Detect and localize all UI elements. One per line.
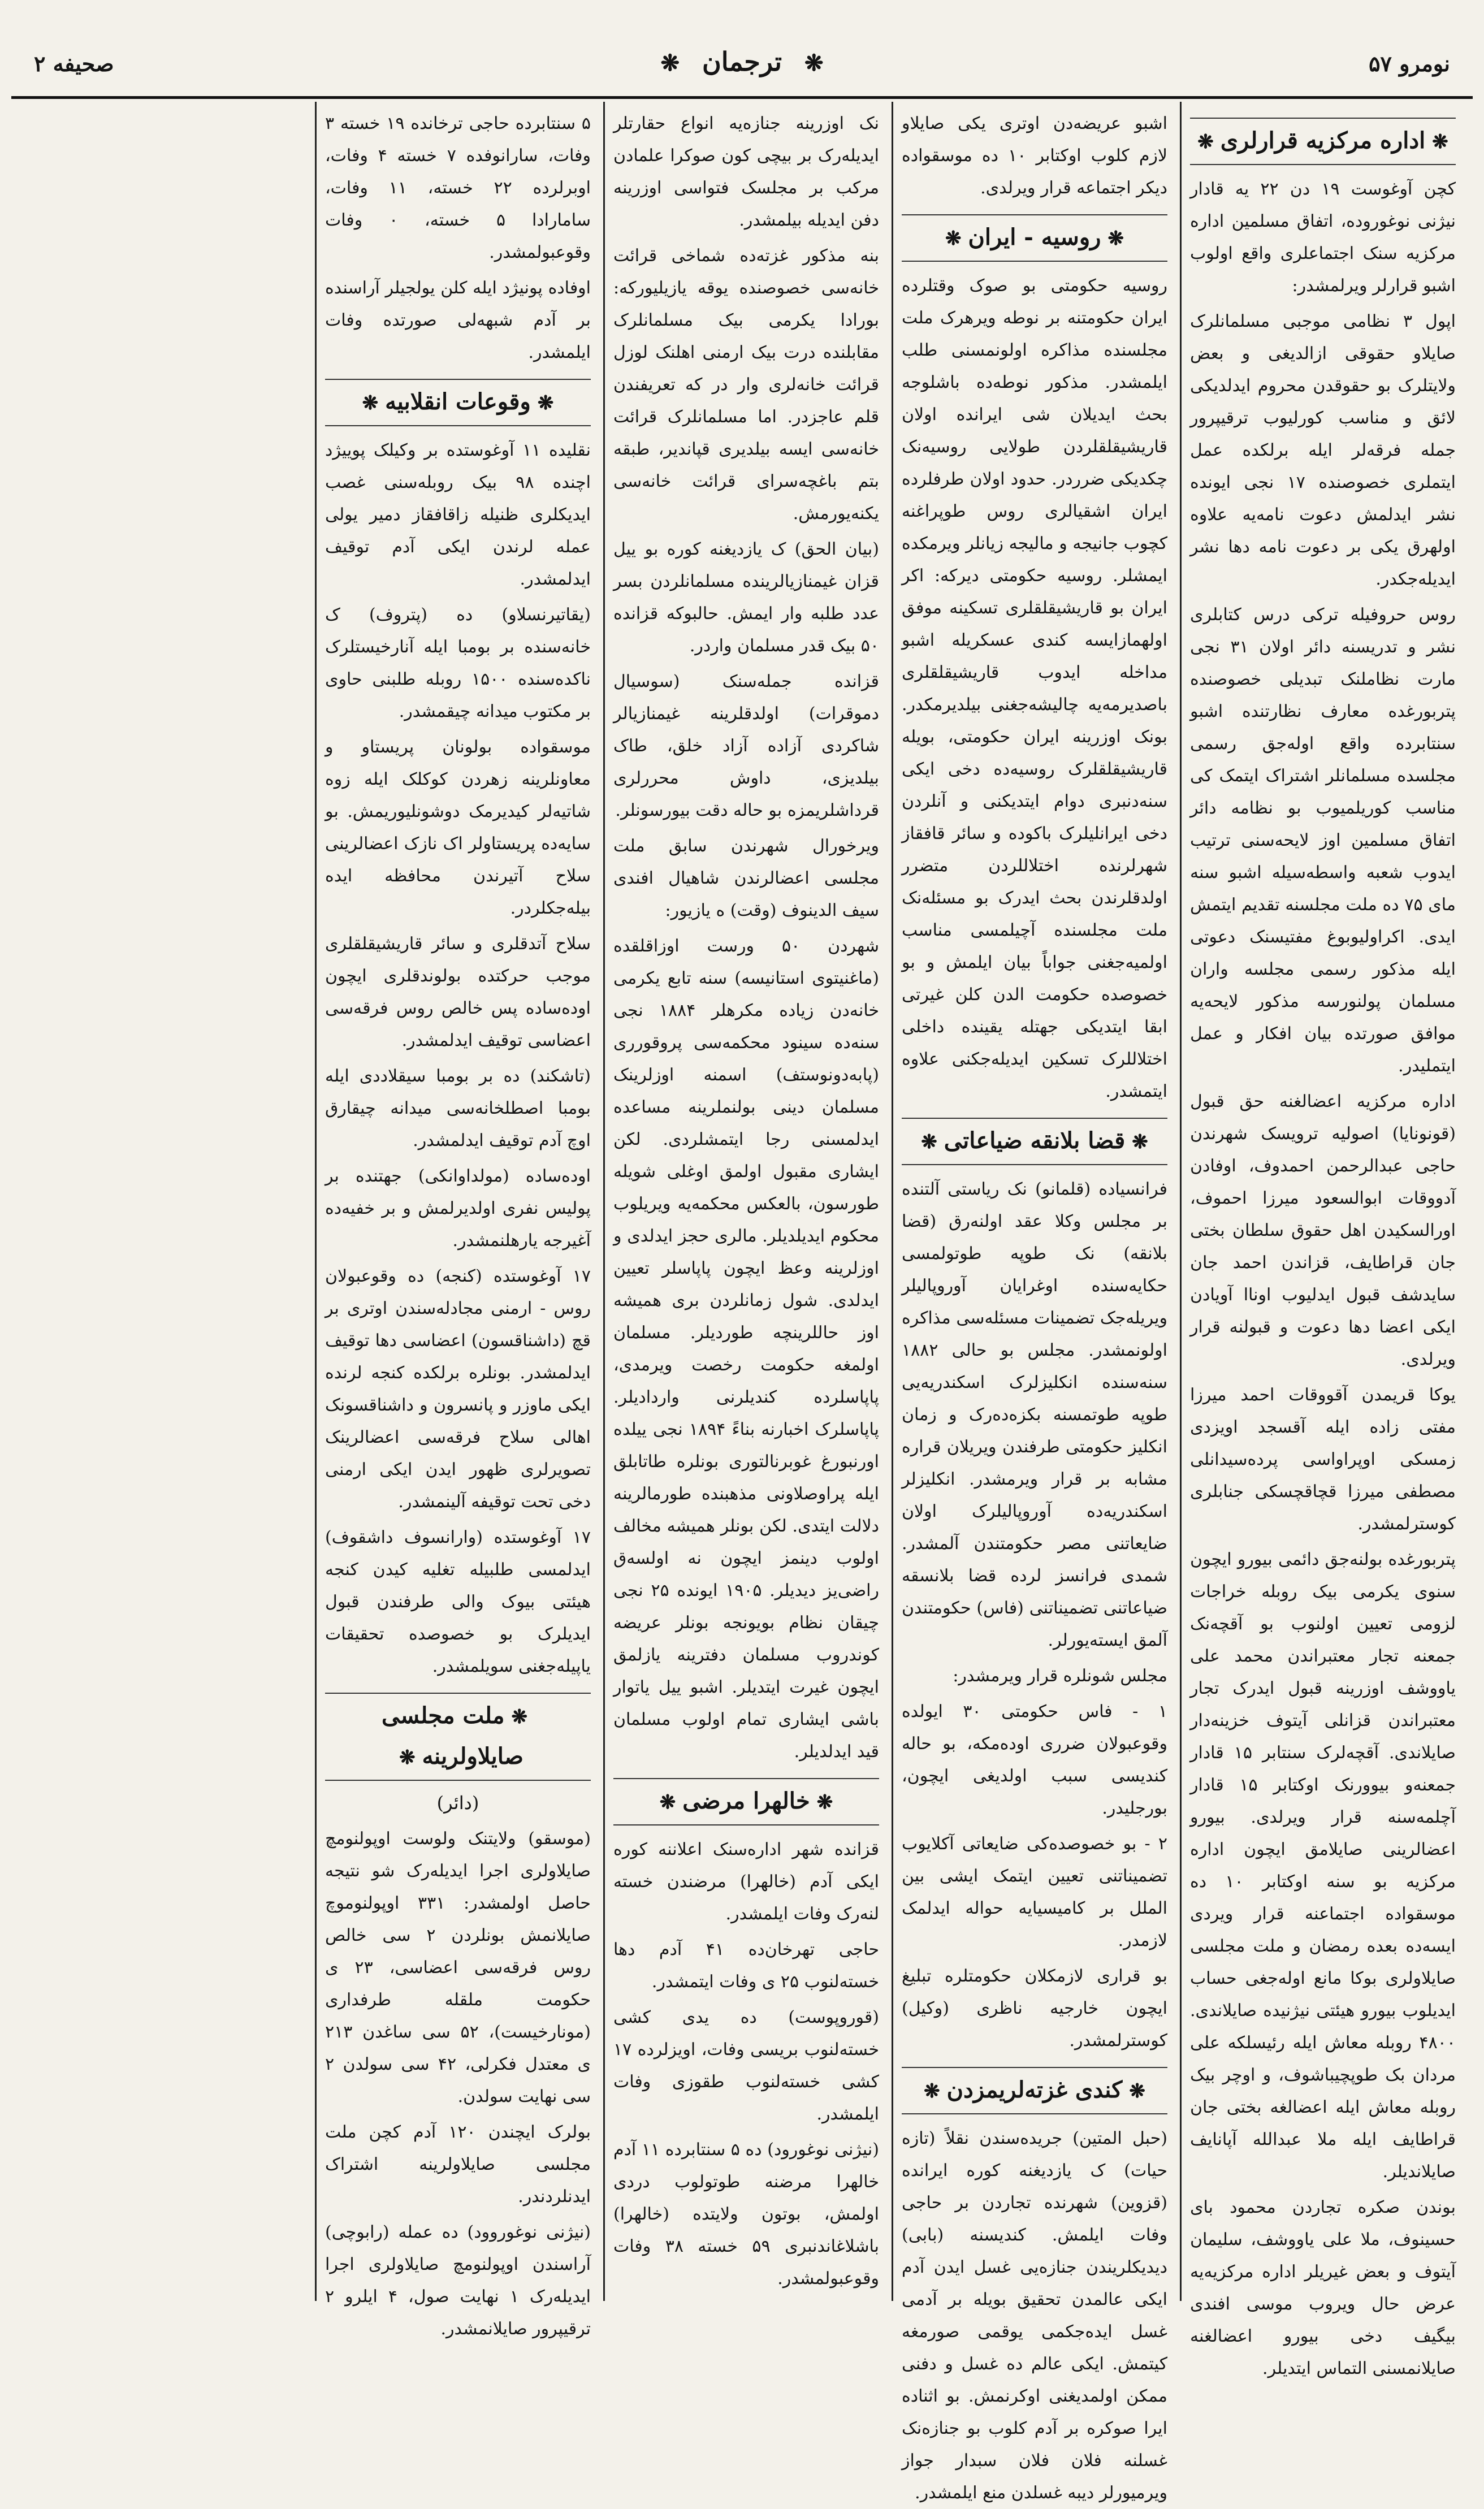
column-divider (892, 102, 893, 2301)
article-paragraph: روس حروفیله ترکی درس کتابلری نشر و تدریسنه دائر اولان ۳۱ نجی مارت نظاملنک تبدیلی خصوصنده پتربورغده معارف نظارتنده اشبو سنتابرده واقع اوله‌جق رسمی مجلسده مسلمانلر اشتراک ایتمک کی مناسب کوریلمیوب بو نظامه دائر اتفاق مسلمین اوز لایحه‌سنی ترتیب ایدوب شعبه واسطه‌سیله اشبو سنه مای ۷۵ ده ملت مجلسنه تقدیم ایتمش ایدی. اکراولیوبوغ مفتیسنک دعوتی ایله مذکور رسمی مجلسه واران مسلمان پولنورسه مذکور لایحه‌یه موافق صورتده بیان افکار و عمل ایتملیدر. (1190, 605, 1456, 1076)
article-paragraph: قزانده شهر اداره‌سنک اعلاننه کوره ایکی آدم (خالهرا) مرضندن خسته لنه‌رک وفات ایلمشدر. (613, 1840, 879, 1924)
ornament-icon: ❋ (945, 227, 962, 250)
article-paragraph: مجلس شونلره قرار ویرمشدر: (953, 1666, 1167, 1686)
article-paragraph: ۱۷ آوغوستده (کنجه) ده وقوعبولان روس - ارمنی مجادله‌سندن اوتری بر قچ (داشناقسون) اعضاسی دها توقیف ایدلمشدر. بونلره برلکده کنجه لرنده ایکی ماوزر و پانسرون و داشناقسونک اهالی سلاح فرقه‌سی اعضالرینک تصویرلری ظهور ایدن ایکی ارمنی دخی تحت توقیفه آلینمشدر. (325, 1266, 591, 1512)
article-paragraph: فرانسیاده (قلمانو) نک ریاستی آلتنده بر مجلس وکلا عقد اولنه‌رق (قضا بلانقه) نک طوپه طوتولمسی حکایه‌سنده اوغرایان آوروپالیلر ویریله‌جک تضمینات مسئله‌سی مذاکره اولونمشدر. مجلس بو حالی ۱۸۸۲ سنه‌سنده انکلیزلرک اسکندریه‌یی طوپه طوتمسنه بکزه‌ده‌رک و زمان انکلیز حکومتی طرفندن ویریلان قراره مشابه بر قرار ویرمشدر. انکلیزلر اسکندریه‌ده آوروپالیلرک اولان ضایعاتنی مصر حکومتندن آلمشدر. شمدی فرانسز لرده قضا بلانسقه ضیاعاتنی تضمیناتنی (فاس) حکومتندن آلمق ایسته‌یورلر. (902, 1179, 1167, 1650)
ornament-icon: ❋ (399, 1746, 416, 1769)
article-paragraph: بنه مذکور غزته‌ده شماخی قرائت خانه‌سی خصوصنده یوقه یازیلیورکه: بورادا یکرمی بیک مسلمانلرک مقابلنده درت بیک ارمنی اهلنک لوزل قرائت خانه‌لری وار در که تعریفندن قلم عاجزدر. اما مسلمانلرک قرائت خانه‌سی ایسه بیلدیری قپاندیر، طبقه بتم باغچه‌سرای قرائت خانه‌سی یکنه‌یورمش. (613, 246, 879, 524)
article-paragraph: (قوروپوست) ده یدی کشی خسته‌لنوب بریسی وفات، اویزلرده ۱۷ کشی خسته‌لنوب طقوزی وفات ایلمشدر. (613, 2008, 879, 2124)
article-paragraph: سلاح آتدقلری و سائر قاریشیقلقلری موجب حرکتده بولوندقلری ایچون اوده‌ساده پس خالص روس فرقه‌سی اعضاسی توقیف ایدلمشدر. (325, 934, 591, 1050)
article-paragraph: بوندن صکره تجاردن محمود بای حسینوف، ملا علی یاووشف، سلیمان آیتوف و بعض غیریلر اداره مرکزیه‌یه عرض حال ویروب موسی افندی بیگیف دخی بیورو اعضالغنه صایلانمسنی التماس ایتدیلر. (1190, 2197, 1456, 2378)
column-2 (902, 107, 1168, 2503)
article-paragraph: روسیه حکومتی بو صوک وقتلرده ایران حکومتنه بر نوطه ویرهرک ملت مجلسنده مذاکره اولونمسنی طلب ایلمشدر. مذکور نوطه‌ده باشلوجه بحث ایدیلان شی ایرانده اولان قاریشیقلقلردن طولایی روسیه‌نک چکدیکی ضرردر. حدود اولان طرفلرده ایران اشقیالری روس طوپراغنه کچوب جانیجه و مالیجه زیانلر ویرمکده ایمشلر. روسیه حکومتی دیرکه: اکر ایران بو قاریشیقلقلری تسکینه موفق اولهمازایسه کندی عسکریله اشبو مداخله ایدوب قاریشیقلقلری باصدیرمه‌یه چالیشه‌جغنی بیلدیرمکدر. بونک اوزرینه ایران حکومتی، بویله قاریشیقلقلرک روسیه‌ده دخی ایکی سنه‌دنبری دوام ایتدیکنی و آنلردن دخی ایرانلیلرک باکوده و سائر قافقاز شهرلرنده اختلاللردن متضرر اولدقلرندن بحث ایدرک بو مسئله‌نک ملت مجلسنده آچیلمسی مناسب اولمیه‌جغنی جواباً بیان ایلمش و بو خصوصده حکومت الدن کلن غیرتی ابقا ایتدیکی جهتله یقینده داخلی اختلاللرک تسکین ایدیله‌جکنی علاوه ایتمشدر. (902, 276, 1167, 1101)
article-paragraph: موسقواده بولونان پریستاو و معاونلرینه زهردن کوکلک ایله زوه شاتیه‌لر کیدیرمک دوشونلیوریمش. بو سایه‌ده پریستاولر اک نازک اعضالرینی سلاح آتیرندن محافظه ایده بیله‌جکلردر. (325, 737, 591, 918)
ornament-icon: ❋ (362, 392, 379, 414)
article-paragraph: (موسقو) ولایتنک ولوست اوپولنومچ صایلاولری اجرا ایدیله‌رک شو نتیجه حاصل اولمشدر: ۳۳۱ اوپولنوموچ صایلانمش بونلردن ۲ سی خالص روس فرقه‌سی اعضاسی، ۲۳ ی حکومت ملقله طرفداری (مونارخیست)، ۵۲ سی ساغدن ۲۱۳ ی معتدل فکرلی، ۴۲ سی سولدن ۲ سی نهایت سولدن. (325, 1829, 591, 2106)
section-heading-text: خالهرا مرضی (682, 1788, 810, 1814)
ornament-icon: ❋ (1132, 1131, 1148, 1153)
ornament-icon: ❋ (537, 392, 554, 414)
article-paragraph: ۱ - فاس حکومتی ۳۰ ایولده وقوعبولان ضرری اوده‌مکه، بو حاله کندیسی سبب اولدیغی ایچون، بورجلیدر. (902, 1702, 1168, 1818)
ornament-icon: ❋ (921, 1131, 937, 1153)
article-paragraph: بولرک ایچندن ۱۲۰ آدم کچن ملت مجلسی صایلاولرینه اشتراک ایدنلردندر. (325, 2122, 591, 2207)
ornament-icon: ❋ (659, 1791, 676, 1814)
column-divider (1180, 102, 1182, 2301)
article-paragraph: ۲ - بو خصوصده‌کی ضایعاتی آکلایوب تضمیناتنی تعیین ایتمک ایشی بین الملل بر کامیسیایه حواله ایدلمک لازمدر. (902, 1834, 1167, 1950)
section-heading-text: روسیه - ایران (968, 224, 1101, 250)
article-paragraph: شهردن ۵۰ ورست اوزاقلقده (ماغنیتوی استانیسه) سنه تابع یکرمی خانه‌دن زیاده مکرهلر ۱۸۸۴ نجی سنه‌ده سینود محکمه‌سی پروقورری (پابه‌دونوستف) اسمنه اوزلرینک مسلمان دینی بولنملرینه مساعده ایدلمسنی رجا ایتمشلردی. لکن ایشاری مقبول اولمق اوغلی شویله طورسون، بالعکس محکمه‌یه ویریلوب محکوم ایدیلدیلر. مالری حجز ایدلدی و اوزلرینه وعظ ایچون پاپاسلر تعیین ایدلدی. شول زمانلردن بری همیشه اوز حاللرینچه طوردیلر. مسلمان اولمغه حکومت رخصت ویرمدی، پاپاسلرده کندیلرنی واردادیلر. پاپاسلرک اخبارنه بناءً ۱۸۹۴ نجی ییلده اورنبورغ غوبرنالتوری بونلره طاتابلق ایله پراوصلاونی مذهبنده طورمالرینه دلالت ایتدی. لکن بونلر همیشه مخالف اولوب دینمز ایچون نه اولسه‌ق راضی‌یز دیدیلر. ۱۹۰۵ ایونده ۲۵ نجی چیقان نظام بویونجه بونلر عریضه کوندروب مسلمان دفترینه یازلمق ایچون غیرت ایتدیلر. اشبو ییل یاتوار باشی ایشاری تمام اولوب مسلمان قید ایدلدیلر. (613, 936, 880, 1762)
ornament-icon: ❋ (511, 1706, 527, 1728)
column-divider (315, 102, 317, 2301)
section-heading (325, 379, 591, 426)
article-paragraph: پتربورغده بولنه‌جق دائمی بیورو ایچون سنوی یکرمی بیک روبله خراجات لزومی تعیین اولنوب بو آقچه‌نک جمعنه تجار معتبراندن محمد علی یاووشف اوزرینه قبول ایدرک تجار معتبراندن قزانلی آیتوف خزینه‌دار صایلاندی. آقچه‌لرک سنتابر ۱۵ قادار جمعنه‌و بیوورنک اوکتابر ۱۵ قادار آچلمه‌سنه قرار ویرلدی. بیورو اعضالرینی صایلامق ایچون اداره مرکزیه بو سنه اوکتابر ۱۰ ده موسقواده اجتماعنه قرار ویردی ایسه‌ده بعده رمضان و ملت مجلسی صایلاولری بوکا مانع اوله‌جغی حساب ایدیلوب بیورو هیئتی نیژنیده صایلاندی. ۴۸۰۰ روبله معاش ایله رئیسلکه علی مردان بک طوپچیباشوف، و اوچر بیک روبله معاش ایله اعضالغه بختی جان قراطایف ایله ملا عبدالله آپانایف صایلاندیلر. (1190, 1550, 1456, 2182)
section-heading (902, 1118, 1167, 1165)
ornament-icon: ❋ (1107, 227, 1124, 250)
article-paragraph: اوده‌سا‌ده (مولداوانکی) جهتنده بر پولیس نفری اولدیرلمش و بر خفیه‌ده آغیرجه یارهلنمشدر. (325, 1166, 591, 1251)
article-paragraph: ۵ سنتابرده حاجی ترخانده ۱۹ خسته ۳ وفات، سارانوفده ۷ خسته ۴ وفات، اوبرلرده ۲۲ خسته، ۱۱ وفات، سامارادا ۵ خسته، ۰ وفات وقوعبولمشدر. (325, 114, 591, 262)
section-subheading: (دائر) (436, 1792, 479, 1814)
section-heading-text: قضا بلانقه ضیاعاتی (944, 1127, 1126, 1154)
masthead (11, 11, 1473, 85)
column-4 (325, 107, 591, 2339)
section-heading-text: اداره مرکزیه قرارلری (1220, 127, 1426, 154)
newspaper-title (11, 46, 1473, 77)
article-paragraph: حاجی تهرخان‌ده ۴۱ آدم دها خسته‌لنوب ۲۵ ی وفات ایتمشدر. (613, 1940, 879, 1992)
column-divider (603, 102, 605, 2301)
article-paragraph: نقلیده ۱۱ آوغوستده بر وکیلک پوییژد اچنده ۹۸ بیک روبله‌سنی غصب ایدیکلری ظنیله زاقافقاز دمیر یولی عمله لرندن ایکی آدم توقیف ایدلمشدر. (325, 440, 591, 589)
article-paragraph: (حبل المتین) جریده‌سندن نقلاً (تازه حیات) ک یازدیغنه کوره ایرانده (قزوین) شهرنده تجاردن بر حاجی وفات ایلمش. کندیسنه (بابی) دیدیکلریندن جنازه‌یی غسل ایدن آدم ایکی عالمدن تحقیق بویله بر آدمی غسل ایده‌جکمی یوقمی صورمغه کیتمش. ایکی عالم ده غسل و دفنی ممکن اولمدیغنی اوکرنمش. بو اثناده ایرا صوکره بر آدم کلوب بو جنازه‌نک غسلنه فلان فلان سبدار جواز ویرمیورلر دیبه غسلدن منع ایلمشدر. (902, 2129, 1167, 2503)
section-heading-text: ملت مجلسی صایلاولرینه (382, 1702, 523, 1770)
ornament-icon: ❋ (1432, 131, 1448, 153)
newspaper-page (11, 11, 1473, 2503)
article-paragraph: ۱۷ آوغوستده (وارانسوف داشقوف) ایدلمسی طلبیله تغلیه کیدن کنجه هیئتی بیوک والی طرفندن قبول ایدیلرک بو خصوصده تحقیقات یاپیله‌جغنی سویلمشدر. (325, 1528, 591, 1676)
column-3 (613, 107, 879, 2295)
ornament-icon: ❋ (924, 2080, 940, 2103)
article-paragraph: اشبو عریضه‌دن اوتری یکی صایلاو لازم کلوب اوکتابر ۱۰ ده موسقواده دیکر اجتماعه قرار ویرلدی. (902, 114, 1167, 198)
article-paragraph: (نیژنی نوغوروود) ده عمله (رابوچی) آراسندن اوپولنومچ صایلاولری اجرا ایدیله‌رک ۱ نهایت صول، ۴ ایلرو ۲ ترقیپرور صایلانمشدر. (325, 2222, 591, 2339)
ornament-icon: ❋ (1129, 2080, 1145, 2103)
article-paragraph: قزانده جمله‌سنک (سوسیال دموقرات) اولدقلرینه غیمنازیالر شاکردی آزاده آزاد خلق، طاک بیلدیزی، داوش محررلری قرداشلریمزه بو حاله دقت بیورسونلر. (613, 672, 879, 820)
ornament-icon: ❋ (1197, 131, 1214, 153)
article-paragraph: (بیان الحق) ک یازدیغنه کوره بو ییل قزان غیمنازیالرینده مسلمانلردن بسر عدد طلبه وار ایمش. حالبوکه قزانده ۵۰ بیک قدر مسلمان واردر. (613, 539, 879, 656)
article-paragraph: اداره مرکزیه اعضالغنه حق قبول (قونونایا) اصولیه ترویسک شهرندن حاجی عبدالرحمن احمدوف، اوفادن آدووقات ابوالسعود میرزا احموف، اورالسکیدن اهل حقوق سلطان بختی جان قراطایف، قزاندن احمد جان سایدشف قبول ایدلیوب اوناا آویادن ایکی اعضا دها دعوت و قبولنه قرار ویرلدی. (1190, 1092, 1456, 1369)
article-paragraph: کچن آوغوست ۱۹ دن ۲۲ یه قادار نیژنی نوغوروده، اتفاق مسلمین اداره مرکزیه سنک اجتماعلری واقع اولوب اشبو قرارلر ویرلمشدر: (1190, 179, 1456, 296)
section-heading (1190, 118, 1456, 165)
section-heading (613, 1778, 879, 1825)
masthead-rule (11, 96, 1473, 99)
article-paragraph: (یقاتیرنسلاو) ده (پتروف) ک خانه‌سنده بر بومبا ایله آنارخیستلرک ناکده‌سنده ۱۵۰۰ روبله طلبنی حاوی بر مکتوب میدانه چیقمشدر. (325, 605, 591, 721)
article-paragraph: یوکا قریمدن آقووقات احمد میرزا مفتی زاده ایله آقسجد اویزدی زمسکی اوپراواسی پرده‌سیدانلی مصطفی میرزا قچاقچسکی جنابلری کوسترلمشدر. (1190, 1385, 1456, 1534)
newspaper-name: ترجمان (702, 46, 782, 77)
ornament-icon: ❋ (804, 50, 824, 76)
ornament-icon: ❋ (660, 50, 680, 76)
issue-number: نومرو ۵۷ (1369, 51, 1450, 76)
article-paragraph: اوفاده پونیژد ایله کلن یولجیلر آراسنده بر آدم شبهه‌لی صورتده وفات ایلمشدر. (325, 278, 591, 362)
ornament-icon: ❋ (816, 1791, 833, 1814)
section-heading (325, 1693, 591, 1781)
article-paragraph: اپول ۳ نظامی موجبی مسلمانلرک صایلاو حقوقی ازالدیغی و بعض ولایتلرک بو حقوقدن محروم ایدلدیکی لائق و مناسب کورلیوب ترقیپرور جمله فرقه‌لر ایله برلکده عمل ایتملری خصوصنده ۱۷ نجی ایونده نشر ایدلمش دعوت نامه‌یه علاوه اولهرق یکی بر دعوت نامه دها نشر ایدیله‌جکدر. (1190, 312, 1456, 589)
article-paragraph: بو قراری لازمکلان حکومتلره تبلیغ ایچون خارجیه ناظری (وکیل) کوسترلمشدر. (902, 1966, 1167, 2051)
article-paragraph: (تاشکند) ده بر بومبا سیقلاددی ایله بومبا اصطلخانه‌سی میدانه چیقارق اوچ آدم توقیف ایدلمشدر. (325, 1066, 591, 1150)
section-heading (902, 2067, 1167, 2114)
article-paragraph: نک اوزرینه جنازه‌یه انواع حقارتلر ایدیله‌رک بر بیچی کون صوکرا علمادن مرکب بر مجلسک فتواسی اوزرینه دفن ایدیله بیلمشدر. (613, 114, 879, 230)
page-number: صحیفه ۲ (34, 51, 114, 76)
column-1 (1190, 107, 1456, 2378)
article-paragraph: ویرخورال شهرندن سابق ملت مجلسی اعضالرندن شاهیال افندی سیف الدینوف (وقت) ه یازیور: (613, 836, 879, 920)
section-heading-text: کندی غزته‌لریمزدن (946, 2077, 1123, 2103)
article-paragraph: (نیژنی نوغورود) ده ۵ سنتابرده ۱۱ آدم خالهرا مرضنه طوتولوب دردی اولمش، بوتون ولایتده (خالهرا) باشلاغاندنبری ۵۹ خسته ۳۸ وفات وقوعبولمشدر. (613, 2140, 879, 2289)
section-heading (902, 214, 1167, 262)
section-heading-text: وقوعات انقلابیه (385, 388, 531, 415)
